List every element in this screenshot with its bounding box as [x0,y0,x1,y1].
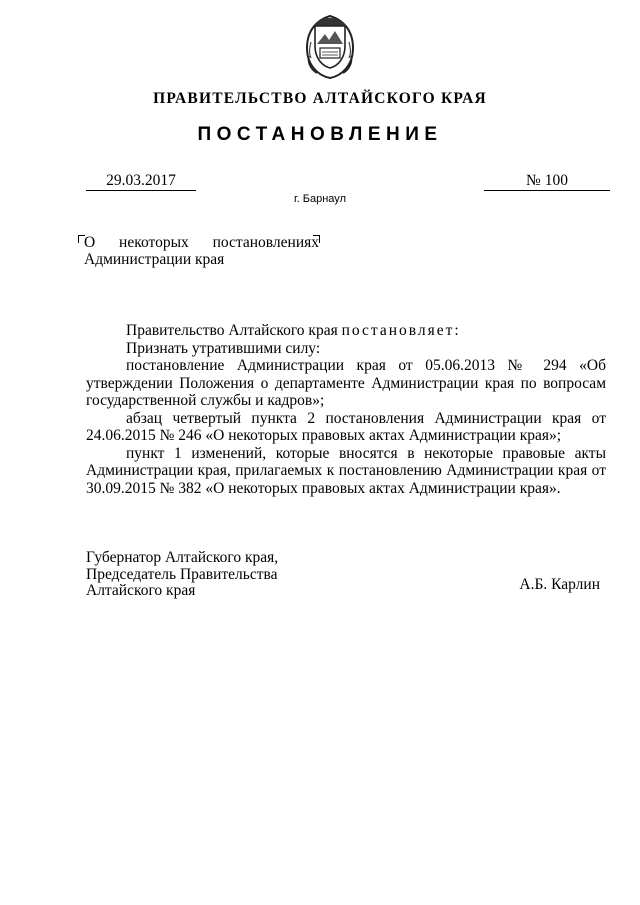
body-paragraph-3: абзац четвертый пункта 2 постановления Администрации края от 24.06.2015 № 246 «О некоторых правовых актах Администрации края»; [86,409,606,444]
signature-line-2: Председатель Правительства [86,565,278,583]
subject-line-1: О некоторых постановлениях [84,234,319,251]
coat-of-arms-icon [303,12,357,80]
document-number: № 100 [484,172,610,191]
document-city: г. Барнаул [294,193,346,205]
preamble-text: Правительство Алтайского края [126,322,342,339]
subject-line-2: Администрации края [84,251,225,268]
document-body [86,322,606,497]
document-subject [84,234,319,268]
body-paragraph-2: постановление Администрации края от 05.06.2013 № 294 «Об утверждении Положения о департаменте Администрации края по вопросам государственной службы и кадров»; [86,357,606,409]
document-type: ПОСТАНОВЛЕНИЕ [197,124,443,145]
signature-block [86,550,346,600]
body-paragraph-1: Признать утратившими силу: [126,339,321,357]
signer-name: А.Б. Карлин [519,576,600,593]
signature-line-3: Алтайского края [86,582,196,599]
body-preamble [86,322,606,340]
signature-line-1: Губернатор Алтайского края, [86,549,279,566]
body-paragraph-4: пункт 1 изменений, которые вносятся в некоторые правовые акты Администрации края, прилагаемых к постановлению Администрации края от 30.09.2015 № 382 «О некоторых правовых актах Администрации края». [86,444,606,497]
document-date: 29.03.2017 [86,172,196,191]
preamble-verb: постановляет: [341,322,461,339]
government-name: ПРАВИТЕЛЬСТВО АЛТАЙСКОГО КРАЯ [153,90,487,107]
